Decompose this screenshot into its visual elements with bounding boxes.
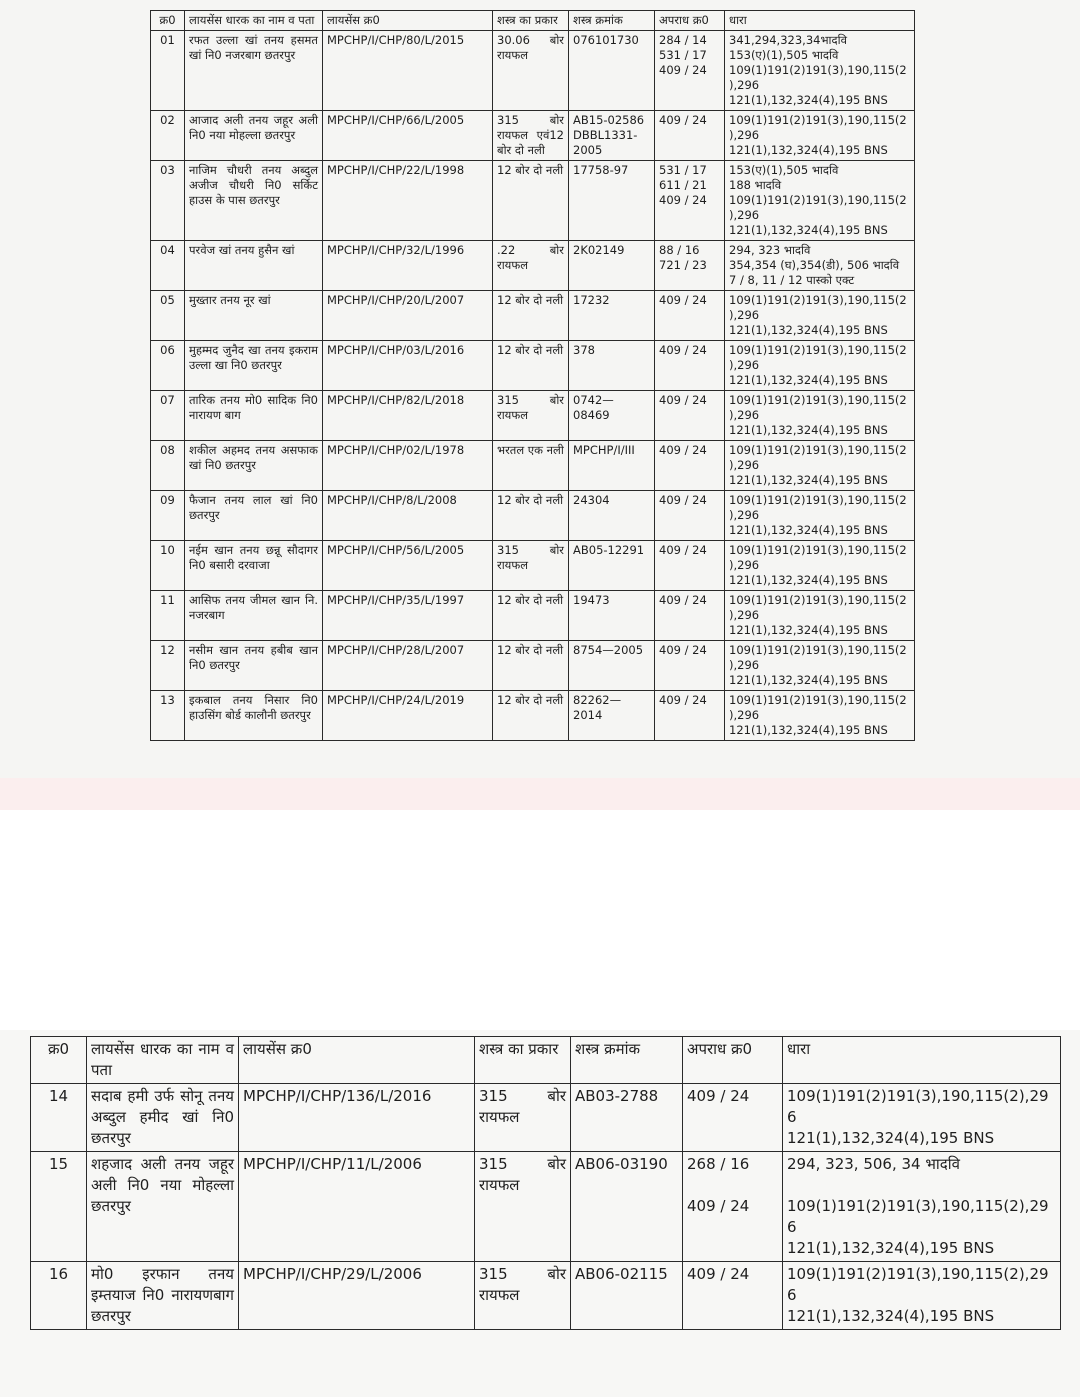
row-section: 294, 323 भादवि 354,354 (घ),354(डी), 506 भादवि 7 / 8, 11 / 12 पास्को एक्ट <box>725 241 915 291</box>
row-weapon-no: 19473 <box>569 591 655 641</box>
row-weapon-no: MPCHP/I/III <box>569 441 655 491</box>
row-weapon-no: 82262—2014 <box>569 691 655 741</box>
row-crime-no: 409 / 24 <box>683 1262 783 1330</box>
row-crime-no: 409 / 24 <box>655 441 725 491</box>
row-license: MPCHP/I/CHP/56/L/2005 <box>323 541 493 591</box>
row-sr: 05 <box>151 291 185 341</box>
row-weapon-type: 315 बोर रायफल <box>493 391 569 441</box>
row-weapon-no: AB06-02115 <box>571 1262 683 1330</box>
table-row <box>151 641 915 691</box>
header-weapon-type: शस्त्र का प्रकार <box>493 11 569 31</box>
row-section: 109(1)191(2)191(3),190,115(2),296 121(1),132,324(4),195 BNS <box>725 391 915 441</box>
row-sr: 04 <box>151 241 185 291</box>
row-license: MPCHP/I/CHP/8/L/2008 <box>323 491 493 541</box>
license-table-1 <box>150 10 915 741</box>
table-row <box>151 161 915 241</box>
row-sr: 12 <box>151 641 185 691</box>
row-sr: 16 <box>31 1262 87 1330</box>
row-weapon-no: 0742—08469 <box>569 391 655 441</box>
row-section: 109(1)191(2)191(3),190,115(2),296 121(1),132,324(4),195 BNS <box>725 641 915 691</box>
row-weapon-type: 315 बोर रायफल <box>475 1084 571 1152</box>
table-row <box>151 241 915 291</box>
table-row <box>151 441 915 491</box>
license-table-2 <box>30 1036 1061 1330</box>
row-weapon-type: 12 बोर दो नली <box>493 591 569 641</box>
row-weapon-type: 12 बोर दो नली <box>493 691 569 741</box>
row-sr: 06 <box>151 341 185 391</box>
table-row <box>151 491 915 541</box>
row-sr: 09 <box>151 491 185 541</box>
row-holder: आजाद अली तनय जहूर अली नि0 नया मोहल्ला छतरपुर <box>185 111 323 161</box>
row-holder: शहजाद अली तनय जहूर अली नि0 नया मोहल्ला छतरपुर <box>87 1152 239 1262</box>
row-section: 109(1)191(2)191(3),190,115(2),296 121(1),132,324(4),195 BNS <box>725 341 915 391</box>
row-license: MPCHP/I/CHP/24/L/2019 <box>323 691 493 741</box>
row-weapon-no: 24304 <box>569 491 655 541</box>
row-weapon-type: 30.06 बोर रायफल <box>493 31 569 111</box>
row-section: 109(1)191(2)191(3),190,115(2),296 121(1),132,324(4),195 BNS <box>783 1262 1061 1330</box>
row-weapon-no: 378 <box>569 341 655 391</box>
row-crime-no: 409 / 24 <box>655 491 725 541</box>
table-header-row <box>151 11 915 31</box>
row-weapon-type: .22 बोर रायफल <box>493 241 569 291</box>
header-holder: लायसेंस धारक का नाम व पता <box>87 1037 239 1084</box>
row-crime-no: 409 / 24 <box>655 641 725 691</box>
row-weapon-no: AB05-12291 <box>569 541 655 591</box>
table-row <box>151 541 915 591</box>
header-section: धारा <box>725 11 915 31</box>
row-weapon-no: 17758-97 <box>569 161 655 241</box>
row-crime-no: 268 / 16 409 / 24 <box>683 1152 783 1262</box>
row-section: 109(1)191(2)191(3),190,115(2),296 121(1),132,324(4),195 BNS <box>783 1084 1061 1152</box>
row-weapon-no: AB06-03190 <box>571 1152 683 1262</box>
row-holder: नाजिम चौधरी तनय अब्दुल अजीज चौधरी नि0 सर्किट हाउस के पास छतरपुर <box>185 161 323 241</box>
row-weapon-type: 12 बोर दो नली <box>493 161 569 241</box>
row-holder: मुख्तार तनय नूर खां <box>185 291 323 341</box>
row-section: 109(1)191(2)191(3),190,115(2),296 121(1),132,324(4),195 BNS <box>725 491 915 541</box>
row-crime-no: 409 / 24 <box>655 391 725 441</box>
row-holder: इकबाल तनय निसार नि0 हाउसिंग बोर्ड कालौनी छतरपुर <box>185 691 323 741</box>
row-weapon-no: AB03-2788 <box>571 1084 683 1152</box>
header-sr: क्र0 <box>151 11 185 31</box>
row-crime-no: 409 / 24 <box>655 111 725 161</box>
row-weapon-type: 12 बोर दो नली <box>493 491 569 541</box>
row-weapon-type: 12 बोर दो नली <box>493 641 569 691</box>
row-license: MPCHP/I/CHP/82/L/2018 <box>323 391 493 441</box>
row-sr: 10 <box>151 541 185 591</box>
row-license: MPCHP/I/CHP/35/L/1997 <box>323 591 493 641</box>
header-section: धारा <box>783 1037 1061 1084</box>
row-license: MPCHP/I/CHP/66/L/2005 <box>323 111 493 161</box>
row-section: 153(ए)(1),505 भादवि 188 भादवि 109(1)191(2)191(3),190,115(2),296 121(1),132,324(4),195 BNS <box>725 161 915 241</box>
row-sr: 14 <box>31 1084 87 1152</box>
row-holder: रफत उल्ला खां तनय हसमत खां नि0 नजरबाग छतरपुर <box>185 31 323 111</box>
row-section: 109(1)191(2)191(3),190,115(2),296 121(1),132,324(4),195 BNS <box>725 541 915 591</box>
table-row <box>31 1152 1061 1262</box>
row-weapon-no: 8754—2005 <box>569 641 655 691</box>
row-crime-no: 531 / 17 611 / 21 409 / 24 <box>655 161 725 241</box>
row-weapon-type: भरतल एक नली <box>493 441 569 491</box>
row-license: MPCHP/I/CHP/80/L/2015 <box>323 31 493 111</box>
row-holder: नईम खान तनय छन्नू सौदागर नि0 बसारी दरवाजा <box>185 541 323 591</box>
row-crime-no: 409 / 24 <box>655 291 725 341</box>
row-license: MPCHP/I/CHP/02/L/1978 <box>323 441 493 491</box>
row-crime-no: 409 / 24 <box>655 691 725 741</box>
header-weapon-type: शस्त्र का प्रकार <box>475 1037 571 1084</box>
row-sr: 08 <box>151 441 185 491</box>
header-holder: लायसेंस धारक का नाम व पता <box>185 11 323 31</box>
row-crime-no: 409 / 24 <box>683 1084 783 1152</box>
row-weapon-type: 12 बोर दो नली <box>493 341 569 391</box>
row-sr: 07 <box>151 391 185 441</box>
row-weapon-type: 315 बोर रायफल <box>475 1152 571 1262</box>
table-row <box>151 691 915 741</box>
row-section: 109(1)191(2)191(3),190,115(2),296 121(1),132,324(4),195 BNS <box>725 691 915 741</box>
row-section: 109(1)191(2)191(3),190,115(2),296 121(1),132,324(4),195 BNS <box>725 111 915 161</box>
row-license: MPCHP/I/CHP/28/L/2007 <box>323 641 493 691</box>
table-row <box>31 1262 1061 1330</box>
header-crime-no: अपराध क्र0 <box>683 1037 783 1084</box>
header-weapon-no: शस्त्र क्रमांक <box>569 11 655 31</box>
row-weapon-type: 315 बोर रायफल <box>493 541 569 591</box>
row-license: MPCHP/I/CHP/136/L/2016 <box>239 1084 475 1152</box>
row-section: 341,294,323,34भादवि 153(ए)(1),505 भादवि 109(1)191(2)191(3),190,115(2),296 121(1),132,324(4),195 BNS <box>725 31 915 111</box>
row-weapon-no: 2K02149 <box>569 241 655 291</box>
row-license: MPCHP/I/CHP/20/L/2007 <box>323 291 493 341</box>
row-sr: 15 <box>31 1152 87 1262</box>
header-license: लायसेंस क्र0 <box>323 11 493 31</box>
blank-gap <box>0 810 1080 1030</box>
row-holder: सदाब हमी उर्फ सोनू तनय अब्दुल हमीद खां नि0 छतरपुर <box>87 1084 239 1152</box>
row-holder: आसिफ तनय जीमल खान नि. नजरबाग <box>185 591 323 641</box>
header-crime-no: अपराध क्र0 <box>655 11 725 31</box>
row-holder: मुहम्मद जुनैद खा तनय इकराम उल्ला खा नि0 छतरपुर <box>185 341 323 391</box>
row-weapon-type: 315 बोर रायफल <box>475 1262 571 1330</box>
row-crime-no: 284 / 14 531 / 17 409 / 24 <box>655 31 725 111</box>
row-sr: 03 <box>151 161 185 241</box>
header-license: लायसेंस क्र0 <box>239 1037 475 1084</box>
row-sr: 01 <box>151 31 185 111</box>
table-row <box>151 341 915 391</box>
row-section: 109(1)191(2)191(3),190,115(2),296 121(1),132,324(4),195 BNS <box>725 441 915 491</box>
row-crime-no: 409 / 24 <box>655 541 725 591</box>
row-weapon-no: AB15-02586 DBBL1331-2005 <box>569 111 655 161</box>
row-section: 109(1)191(2)191(3),190,115(2),296 121(1),132,324(4),195 BNS <box>725 291 915 341</box>
row-crime-no: 409 / 24 <box>655 591 725 641</box>
row-sr: 11 <box>151 591 185 641</box>
row-crime-no: 88 / 16 721 / 23 <box>655 241 725 291</box>
table-row <box>151 591 915 641</box>
row-license: MPCHP/I/CHP/03/L/2016 <box>323 341 493 391</box>
row-sr: 13 <box>151 691 185 741</box>
table-header-row <box>31 1037 1061 1084</box>
row-license: MPCHP/I/CHP/29/L/2006 <box>239 1262 475 1330</box>
row-weapon-no: 17232 <box>569 291 655 341</box>
row-license: MPCHP/I/CHP/22/L/1998 <box>323 161 493 241</box>
table-row <box>151 31 915 111</box>
table-row <box>151 291 915 341</box>
row-weapon-type: 315 बोर रायफल एवं12 बोर दो नली <box>493 111 569 161</box>
row-holder: फैजान तनय लाल खां नि0 छतरपुर <box>185 491 323 541</box>
header-sr: क्र0 <box>31 1037 87 1084</box>
page-separator <box>0 778 1080 810</box>
row-holder: मो0 इरफान तनय इम्तयाज नि0 नारायणबाग छतरपुर <box>87 1262 239 1330</box>
row-license: MPCHP/I/CHP/32/L/1996 <box>323 241 493 291</box>
row-crime-no: 409 / 24 <box>655 341 725 391</box>
header-weapon-no: शस्त्र क्रमांक <box>571 1037 683 1084</box>
row-holder: परवेज खां तनय हुसैन खां <box>185 241 323 291</box>
row-license: MPCHP/I/CHP/11/L/2006 <box>239 1152 475 1262</box>
row-section: 294, 323, 506, 34 भादवि 109(1)191(2)191(3),190,115(2),296 121(1),132,324(4),195 BNS <box>783 1152 1061 1262</box>
table-row <box>31 1084 1061 1152</box>
table-row <box>151 111 915 161</box>
row-weapon-type: 12 बोर दो नली <box>493 291 569 341</box>
row-holder: तारिक तनय मो0 सादिक नि0 नारायण बाग <box>185 391 323 441</box>
row-sr: 02 <box>151 111 185 161</box>
row-section: 109(1)191(2)191(3),190,115(2),296 121(1),132,324(4),195 BNS <box>725 591 915 641</box>
table-row <box>151 391 915 441</box>
row-holder: नसीम खान तनय हबीब खान नि0 छतरपुर <box>185 641 323 691</box>
row-weapon-no: 076101730 <box>569 31 655 111</box>
row-holder: शकील अहमद तनय असफाक खां नि0 छतरपुर <box>185 441 323 491</box>
